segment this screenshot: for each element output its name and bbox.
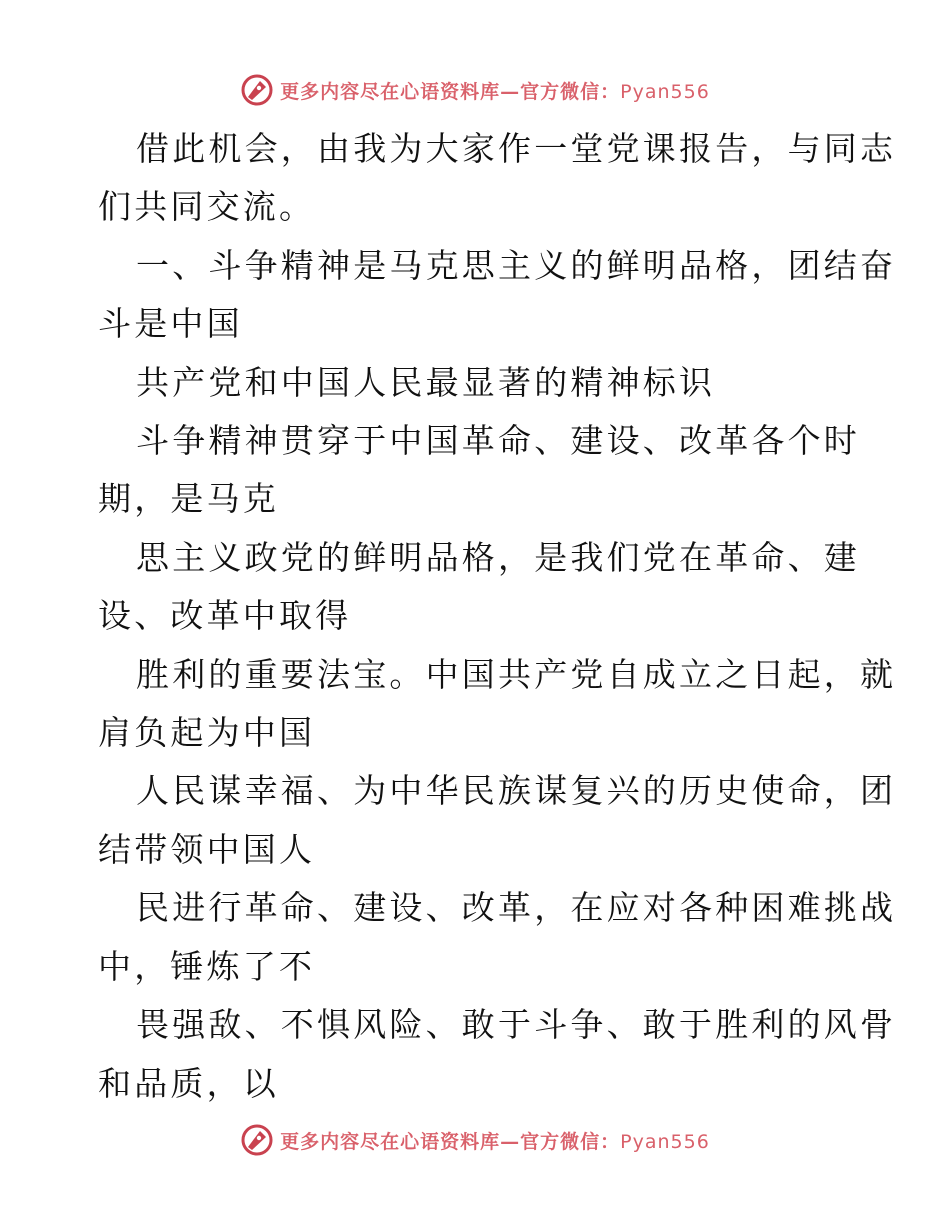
text-line: 一、斗争精神是马克思主义的鲜明品格，团结奋	[136, 245, 897, 285]
section-heading	[98, 237, 897, 354]
watermark-text: 更多内容尽在心语资料库—官方微信：Pyan556	[280, 80, 710, 103]
text-line: 畏强敌、不惧风险、敢于斗争、敢于胜利的风骨	[136, 1005, 897, 1045]
text-line: 人民谋幸福、为中华民族谋复兴的历史使命，团	[136, 771, 897, 811]
text-line: 设、改革中取得	[98, 596, 352, 636]
text-line: 斗争精神贯穿于中国革命、建设、改革各个时	[136, 421, 860, 461]
text-line: 民进行革命、建设、改革，在应对各种困难挑战	[136, 888, 897, 928]
text-line: 斗是中国	[98, 304, 243, 344]
paragraph	[98, 646, 897, 763]
footer-watermark	[0, 1120, 950, 1160]
watermark-wechat-id: Pyan556	[620, 80, 710, 103]
paragraph	[98, 529, 858, 646]
text-line: 思主义政党的鲜明品格，是我们党在革命、建	[136, 537, 860, 577]
paragraph	[98, 412, 858, 529]
text-line: 期，是马克	[98, 479, 279, 519]
paragraph	[98, 120, 897, 237]
paragraph	[98, 879, 897, 996]
paragraph	[98, 354, 858, 412]
text-line: 中，锤炼了不	[98, 946, 316, 986]
text-line: 们共同交流。	[98, 187, 316, 227]
paragraph	[98, 996, 897, 1113]
header-watermark	[0, 70, 950, 110]
text-line: 和品质，以	[98, 1063, 279, 1103]
paragraph	[98, 762, 897, 879]
document-body	[98, 120, 897, 1113]
text-line: 借此机会，由我为大家作一堂党课报告，与同志	[136, 129, 897, 168]
text-line: 胜利的重要法宝。中国共产党自成立之日起，就	[136, 654, 897, 694]
pen-nib-logo-icon	[240, 73, 274, 107]
text-line: 结带领中国人	[98, 829, 316, 869]
watermark-wechat-id: Pyan556	[620, 1130, 710, 1153]
text-line: 共产党和中国人民最显著的精神标识	[136, 362, 716, 402]
watermark-text: 更多内容尽在心语资料库—官方微信：Pyan556	[280, 1130, 710, 1153]
text-line: 肩负起为中国	[98, 713, 316, 753]
pen-nib-logo-icon	[240, 1123, 274, 1157]
